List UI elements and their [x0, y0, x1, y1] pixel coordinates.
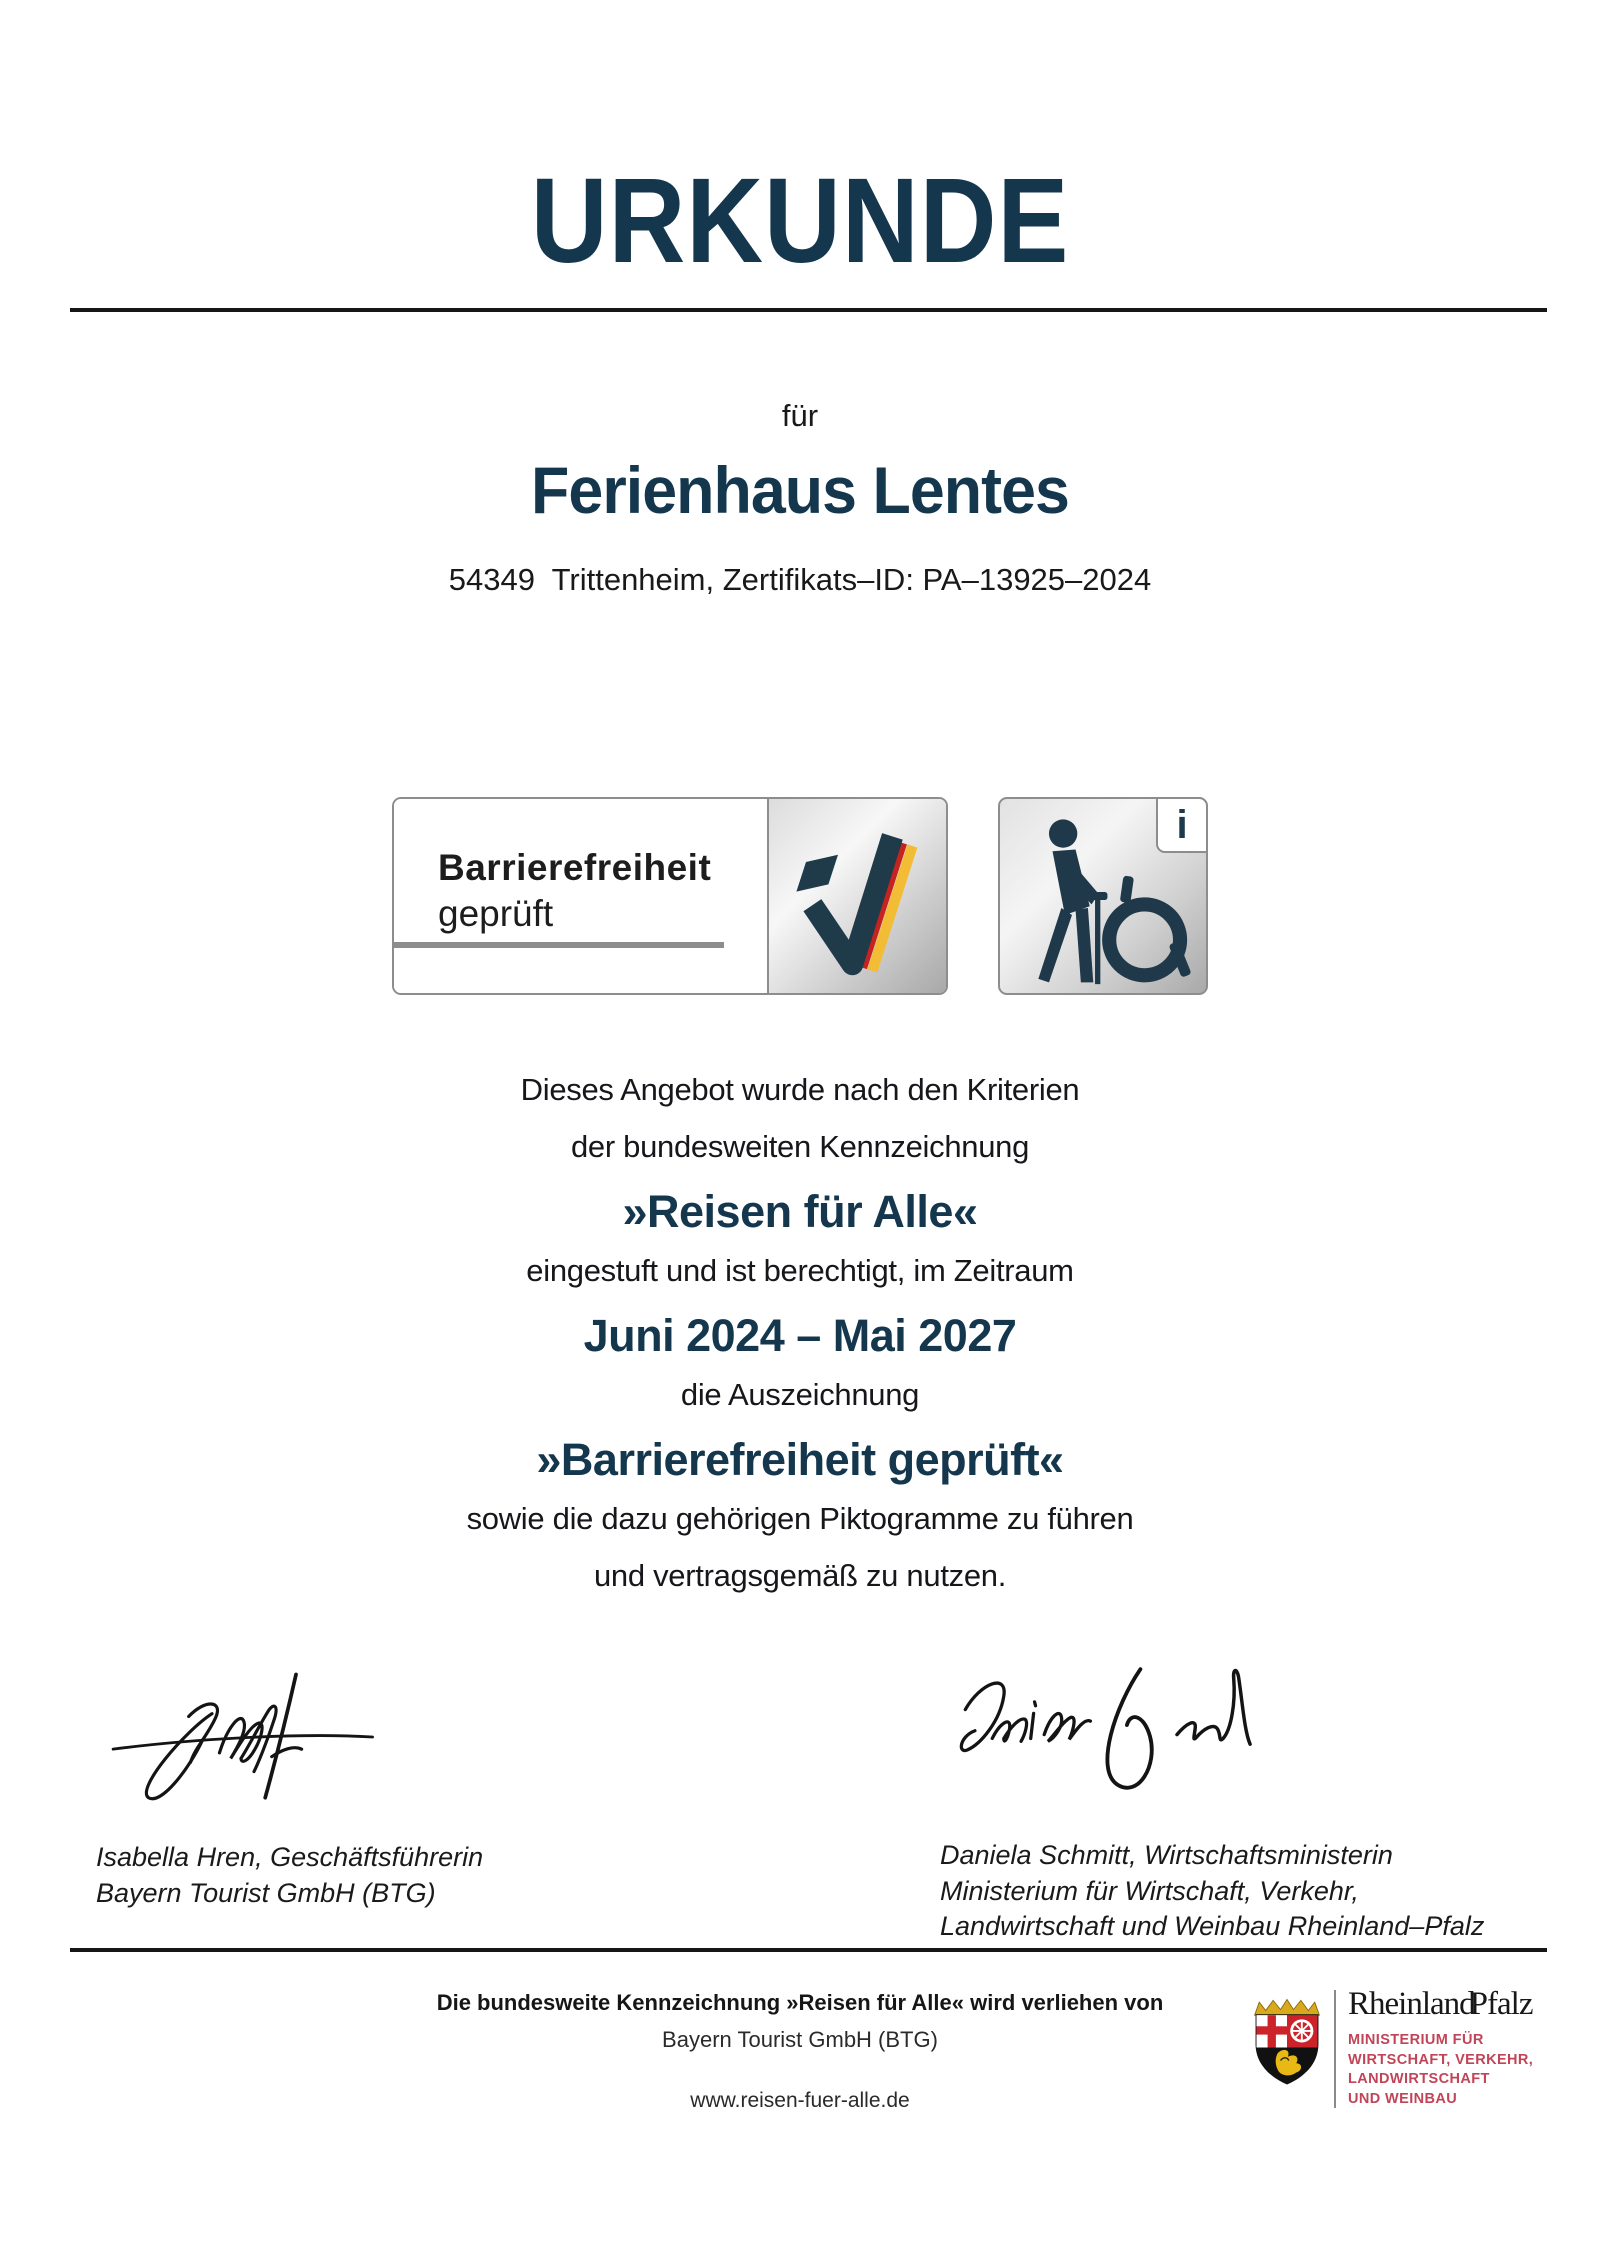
signatory-left-name: Isabella Hren, Geschäftsführerin [96, 1842, 484, 1872]
barrierefreiheit-badge [392, 797, 948, 995]
footer-website: www.reisen-fuer-alle.de [690, 2089, 910, 2112]
bottom-divider [70, 1948, 1547, 1952]
body-line: die Auszeichnung [680, 1377, 920, 1412]
body-line: der bundesweiten Kennzeichnung [570, 1129, 1030, 1164]
signatory-right-org-2: Landwirtschaft und Weinbau Rheinland–Pfalz [940, 1911, 1485, 1942]
intro-word: für [781, 398, 819, 433]
badge-label-panel [394, 799, 767, 993]
checkmark-panel [767, 799, 946, 993]
accessibility-pictogram-box [998, 797, 1208, 995]
badge-row [0, 797, 1600, 995]
badge-underline [394, 942, 724, 948]
info-icon: i [1156, 797, 1208, 853]
body-line: eingestuft und ist berechtigt, im Zeitraum [526, 1253, 1074, 1288]
signatory-right-name: Daniela Schmitt, Wirtschaftsministerin [940, 1840, 1393, 1870]
rheinland-pfalz-logo [1250, 1986, 1580, 2136]
footer-issuer-line: Die bundesweite Kennzeichnung »Reisen für Alle« wird verliehen von [436, 1990, 1164, 2015]
top-divider [70, 308, 1547, 312]
certificate-body [0, 1072, 1600, 1615]
logo-text-block [1348, 1986, 1533, 2110]
certificate-id-line: 54349 Trittenheim, Zertifikats–ID: PA–13925–2024 [448, 562, 1152, 597]
validity-period: Juni 2024 – Mai 2027 [583, 1310, 1017, 1361]
body-line: und vertragsgemäß zu nutzen. [593, 1558, 1007, 1593]
signatory-left-org: Bayern Tourist GmbH (BTG) [96, 1877, 436, 1908]
reisen-fuer-alle-checkmark-icon [782, 806, 934, 986]
badge-label-regular: geprüft [438, 893, 554, 934]
page-title: URKUNDE [530, 152, 1070, 288]
signature-daniela-schmitt [935, 1648, 1265, 1826]
ministry-name: MINISTERIUM FÜR WIRTSCHAFT, VERKEHR, LANDWIRTSCHAFT UND WEINBAU [1348, 2032, 1534, 2108]
logo-divider [1334, 1990, 1336, 2108]
signatory-right-org-1: Ministerium für Wirtschaft, Verkehr, [940, 1875, 1359, 1906]
rheinland-pfalz-coat-of-arms-icon [1250, 1992, 1324, 2092]
signatory-right [940, 1838, 1484, 1945]
award-name: »Barrierefreiheit geprüft« [536, 1434, 1064, 1485]
badge-label-bold: Barrierefreiheit [438, 847, 712, 888]
body-line: sowie die dazu gehörigen Piktogramme zu führen [466, 1501, 1134, 1536]
recipient-name: Ferienhaus Lentes [531, 453, 1069, 527]
program-name: »Reisen für Alle« [622, 1186, 978, 1237]
rlp-wordmark: RheinlandPfalz [1348, 1986, 1533, 2022]
body-line: Dieses Angebot wurde nach den Kriterien [520, 1072, 1080, 1107]
footer-issuer-org: Bayern Tourist GmbH (BTG) [662, 2027, 938, 2052]
signatory-left [96, 1840, 483, 1911]
signature-isabella-hren [100, 1662, 380, 1827]
